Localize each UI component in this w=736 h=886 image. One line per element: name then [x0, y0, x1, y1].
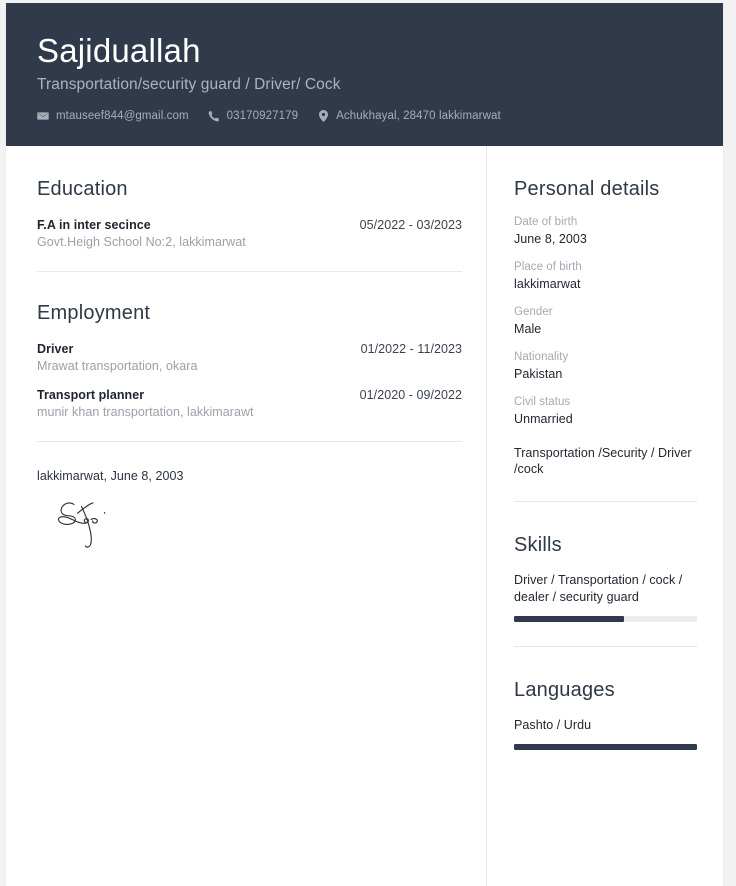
- section-title-skills: Skills: [514, 534, 562, 556]
- contact-phone-text: 03170927179: [226, 110, 299, 122]
- detail-label: Civil status: [514, 396, 571, 408]
- skills-text: Driver / Transportation / cock / dealer / security guard: [514, 573, 683, 604]
- resume-body: [6, 146, 724, 886]
- envelope-icon: [37, 110, 49, 122]
- employment-company: munir khan transportation, lakkimarawt: [37, 405, 254, 419]
- handwritten-signature: [53, 497, 115, 549]
- detail-label: Place of birth: [514, 261, 582, 273]
- detail-place-of-birth: [514, 261, 697, 292]
- contact-row: [37, 110, 724, 122]
- employment-entry-left: [37, 342, 361, 373]
- education-entry: [37, 218, 462, 249]
- section-divider-employment: [37, 441, 462, 442]
- employment-role: Driver: [37, 342, 74, 356]
- skills-level-fill: [514, 616, 624, 622]
- section-title-education: Education: [37, 178, 128, 200]
- contact-address[interactable]: [317, 110, 501, 122]
- sidebar-divider-skills: [514, 501, 697, 502]
- employment-entry-left: [37, 388, 360, 419]
- employment-role: Transport planner: [37, 388, 145, 402]
- resume-header: [6, 3, 724, 146]
- languages-level-fill: [514, 744, 697, 750]
- signature-place-date: lakkimarwat, June 8, 2003: [37, 469, 184, 483]
- languages-text: Pashto / Urdu: [514, 718, 592, 732]
- employment-dates: 01/2020 - 09/2022: [359, 388, 462, 402]
- skills-level-bar: [514, 616, 697, 622]
- employment-entry: [37, 388, 462, 419]
- section-divider-education: [37, 271, 462, 272]
- job-title: Transportation/security guard / Driver/ Cock: [37, 76, 341, 93]
- detail-label: Nationality: [514, 351, 569, 363]
- sidebar-column: [514, 146, 697, 750]
- detail-label: Gender: [514, 306, 553, 318]
- sidebar-divider-languages: [514, 646, 697, 647]
- section-title-languages: Languages: [514, 679, 615, 701]
- education-dates: 05/2022 - 03/2023: [359, 218, 462, 232]
- detail-value: Male: [514, 322, 542, 336]
- employment-dates: 01/2022 - 11/2023: [360, 342, 462, 356]
- contact-address-text: Achukhayal, 28470 lakkimarwat: [336, 110, 501, 122]
- detail-nationality: [514, 351, 697, 382]
- detail-value: Unmarried: [514, 412, 573, 426]
- detail-civil-status: [514, 396, 697, 427]
- detail-label: Date of birth: [514, 216, 578, 228]
- main-column: [37, 146, 462, 549]
- contact-email-text: mtauseef844@gmail.com: [56, 110, 189, 122]
- contact-phone[interactable]: [208, 110, 298, 122]
- detail-value: lakkimarwat: [514, 277, 581, 291]
- page-title: Sajiduallah: [37, 32, 201, 69]
- detail-value: Pakistan: [514, 367, 563, 381]
- detail-freeform-text: Transportation /Security / Driver /cock: [514, 446, 692, 476]
- employment-company: Mrawat transportation, okara: [37, 359, 198, 373]
- phone-icon: [208, 110, 220, 122]
- section-title-personal-details: Personal details: [514, 178, 660, 200]
- languages-level-bar: [514, 744, 697, 750]
- resume-sheet: [5, 3, 724, 886]
- contact-email[interactable]: [37, 110, 189, 122]
- detail-value: June 8, 2003: [514, 232, 587, 246]
- detail-gender: [514, 306, 697, 337]
- education-school: Govt.Heigh School No:2, lakkimarwat: [37, 235, 246, 249]
- column-divider: [486, 146, 487, 886]
- education-degree: F.A in inter secince: [37, 218, 151, 232]
- detail-date-of-birth: [514, 216, 697, 247]
- map-pin-icon: [317, 110, 329, 122]
- education-entry-left: [37, 218, 360, 249]
- signature-block: [37, 469, 462, 549]
- employment-entry: [37, 342, 462, 373]
- section-title-employment: Employment: [37, 302, 151, 324]
